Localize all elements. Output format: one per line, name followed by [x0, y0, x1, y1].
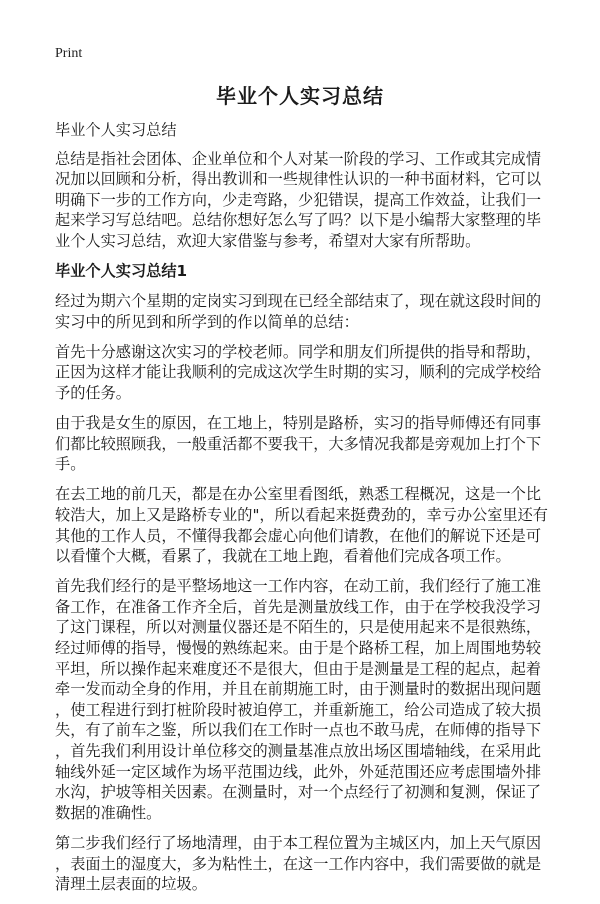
document-body: [55, 120, 551, 904]
document-title: 毕业个人实习总结: [216, 84, 384, 108]
document-subtitle: 毕业个人实习总结: [55, 121, 177, 139]
section-heading: 毕业个人实习总结1: [55, 262, 188, 281]
paragraph: 第二步我们经行了场地清理，由于本工程位置为主城区内，加上天气原因，表面土的湿度大，多为粘性土，在这一工作内容中，我们需要做的就是清理土层表面的垃圾。: [55, 833, 541, 894]
paragraph: 首先十分感谢这次实习的学校老师。同学和朋友们所提供的指导和帮助，正因为这样才能让我顺利的完成这次学生时期的实习，顺利的完成学校给予的任务。: [55, 342, 541, 403]
print-link[interactable]: Print: [55, 46, 83, 61]
paragraph: 首先我们经行的是平整场地这一工作内容，在动工前，我们经行了施工准备工作，在准备工作齐全后，首先是测量放线工作，由于在学校我没学习了这门课程，所以对测量仪器还是不陌生的，只是使用起来不是很熟练，经过师傅的指导，慢慢的熟练起来。由于是个路桥工程，加上周围地势较平坦，所以操作起来难度还不是很大，但由于是测量是工程的起点，起着牵一发而动全身的作用，并且在前期施工时，由于测量时的数据出现问题，使工程进行到打桩阶段时被迫停工，并重新施工，给公司造成了较大损失，有了前车之鉴，所以我们在工作时一点也不敢马虎，在师傅的指导下，首先我们利用设计单位移交的测量基准点放出场区围墙轴线，在采用此轴线外延一定区域作为场平范围边线，此外，外延范围还应考虑围墙外排水沟，护坡等相关因素。在测量时，对一个点经行了初测和复测，保证了数据的准确性。: [55, 577, 541, 822]
paragraph: 经过为期六个星期的定岗实习到现在已经全部结束了，现在就这段时间的实习中的所见到和所学到的作以简单的总结：: [55, 292, 541, 331]
paragraph: 由于我是女生的原因，在工地上，特别是路桥，实习的指导师傅还有同事们都比较照顾我，一般重活都不要我干，大多情况我都是旁观加上打个下手。: [55, 414, 541, 474]
paragraph: 在去工地的前几天，都是在办公室里看图纸，熟悉工程概况，这是一个比较浩大，加上又是路桥专业的"，所以看起来挺费劲的，幸亏办公室里还有其他的工作人员，不懂得我都会虚心向他们请教，在他们的解说下还是可以看懂个大概，看累了，我就在工地上跑，看着他们完成各项工作。: [55, 485, 548, 566]
intro-paragraph: 总结是指社会团体、企业单位和个人对某一阶段的学习、工作或其完成情况加以回顾和分析，得出教训和一些规律性认识的一种书面材料，它可以明确下一步的工作方向，少走弯路，少犯错误，提高工作效益，让我们一起来学习写总结吧。总结你想好怎么写了吗？以下是小编帮大家整理的毕业个人实习总结，欢迎大家借鉴与参考，希望对大家有所帮助。: [55, 149, 541, 250]
